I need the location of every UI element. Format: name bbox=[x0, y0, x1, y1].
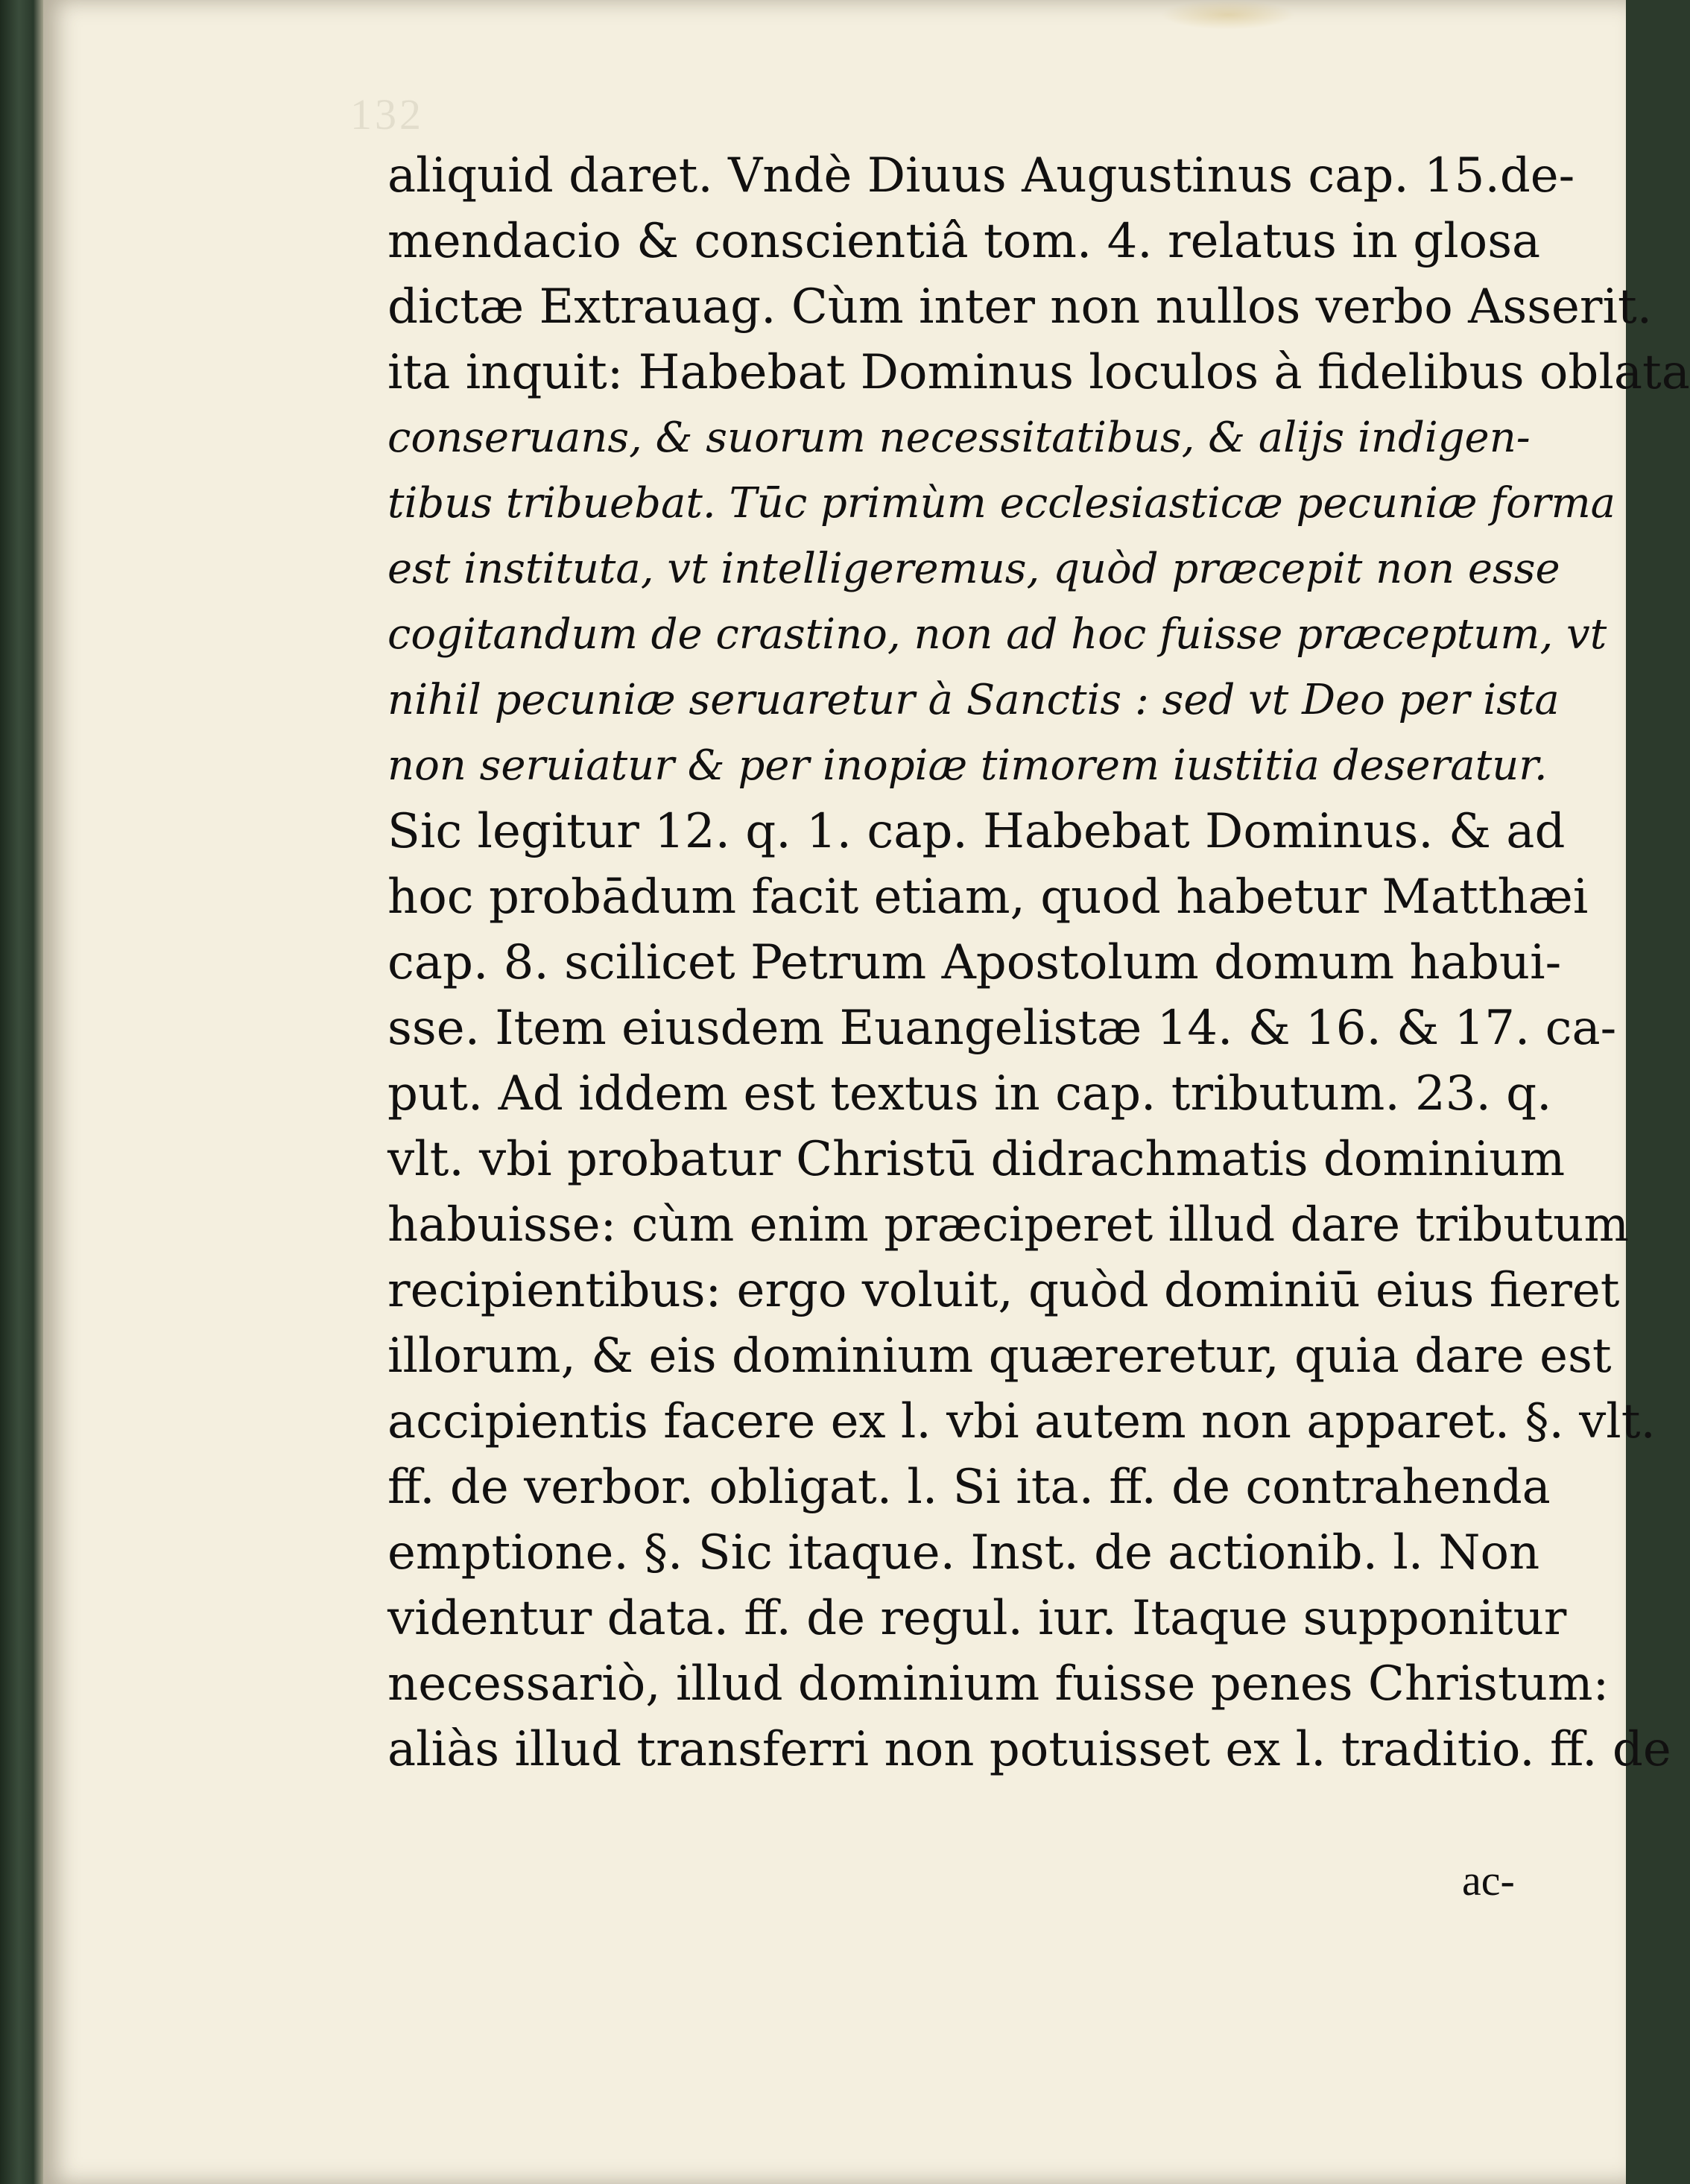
text-line: est instituta, vt intelligeremus, quòd præcepit non esse bbox=[387, 545, 1560, 593]
text-line: emptione. §. Sic itaque. Inst. de actionib. l. Non bbox=[387, 1525, 1540, 1580]
text-line: nihil pecuniæ seruaretur à Sanctis : sed vt Deo per ista bbox=[387, 676, 1560, 724]
text-line: accipientis facere ex l. vbi autem non apparet. §. vlt. bbox=[387, 1394, 1656, 1449]
text-line: put. Ad iddem est textus in cap. tributum. 23. q. bbox=[387, 1066, 1552, 1121]
text-line: conseruans, & suorum necessitatibus, & alijs indigen- bbox=[387, 414, 1531, 462]
text-line: dictæ Extrauag. Cùm inter non nullos verbo Asserit. bbox=[387, 279, 1653, 335]
text-line: aliàs illud transferri non potuisset ex l. traditio. ff. de bbox=[387, 1722, 1671, 1777]
text-line: hoc probādum facit etiam, quod habetur Matthæi bbox=[387, 870, 1589, 925]
text-line: illorum, & eis dominium quæreretur, quia dare est bbox=[387, 1329, 1612, 1384]
text-line: videntur data. ff. de regul. iur. Itaque supponitur bbox=[387, 1591, 1567, 1646]
text-line: recipientibus: ergo voluit, quòd dominiū eius fieret bbox=[387, 1263, 1620, 1318]
text-line: aliquid daret. Vndè Diuus Augustinus cap. 15.de- bbox=[387, 148, 1575, 203]
catchword: ac- bbox=[1462, 1856, 1515, 1905]
book-binding bbox=[0, 0, 48, 2184]
text-line: Sic legitur 12. q. 1. cap. Habebat Dominus. & ad bbox=[387, 804, 1566, 859]
text-line: vlt. vbi probatur Christū didrachmatis dominium bbox=[387, 1132, 1566, 1187]
faded-page-number: 132 bbox=[350, 90, 424, 139]
body-text bbox=[387, 143, 1690, 1782]
text-line: habuisse: cùm enim præciperet illud dare tributum bbox=[387, 1197, 1630, 1253]
text-line: mendacio & conscientiâ tom. 4. relatus in glosa bbox=[387, 214, 1541, 269]
text-line: non seruiatur & per inopiæ timorem iustitia deseratur. bbox=[387, 741, 1548, 790]
text-line: sse. Item eiusdem Euangelistæ 14. & 16. & 17. ca- bbox=[387, 1001, 1617, 1056]
text-line: cogitandum de crastino, non ad hoc fuisse præceptum, vt bbox=[387, 610, 1607, 659]
text-line: necessariò, illud dominium fuisse penes Christum: bbox=[387, 1656, 1610, 1712]
text-line: ff. de verbor. obligat. l. Si ita. ff. de contrahenda bbox=[387, 1460, 1551, 1515]
text-line: tibus tribuebat. Tūc primùm ecclesiasticæ pecuniæ forma bbox=[387, 479, 1616, 528]
text-line: cap. 8. scilicet Petrum Apostolum domum habui- bbox=[387, 935, 1562, 990]
text-line: ita inquit: Habebat Dominus loculos à fidelibus oblata bbox=[387, 345, 1690, 400]
